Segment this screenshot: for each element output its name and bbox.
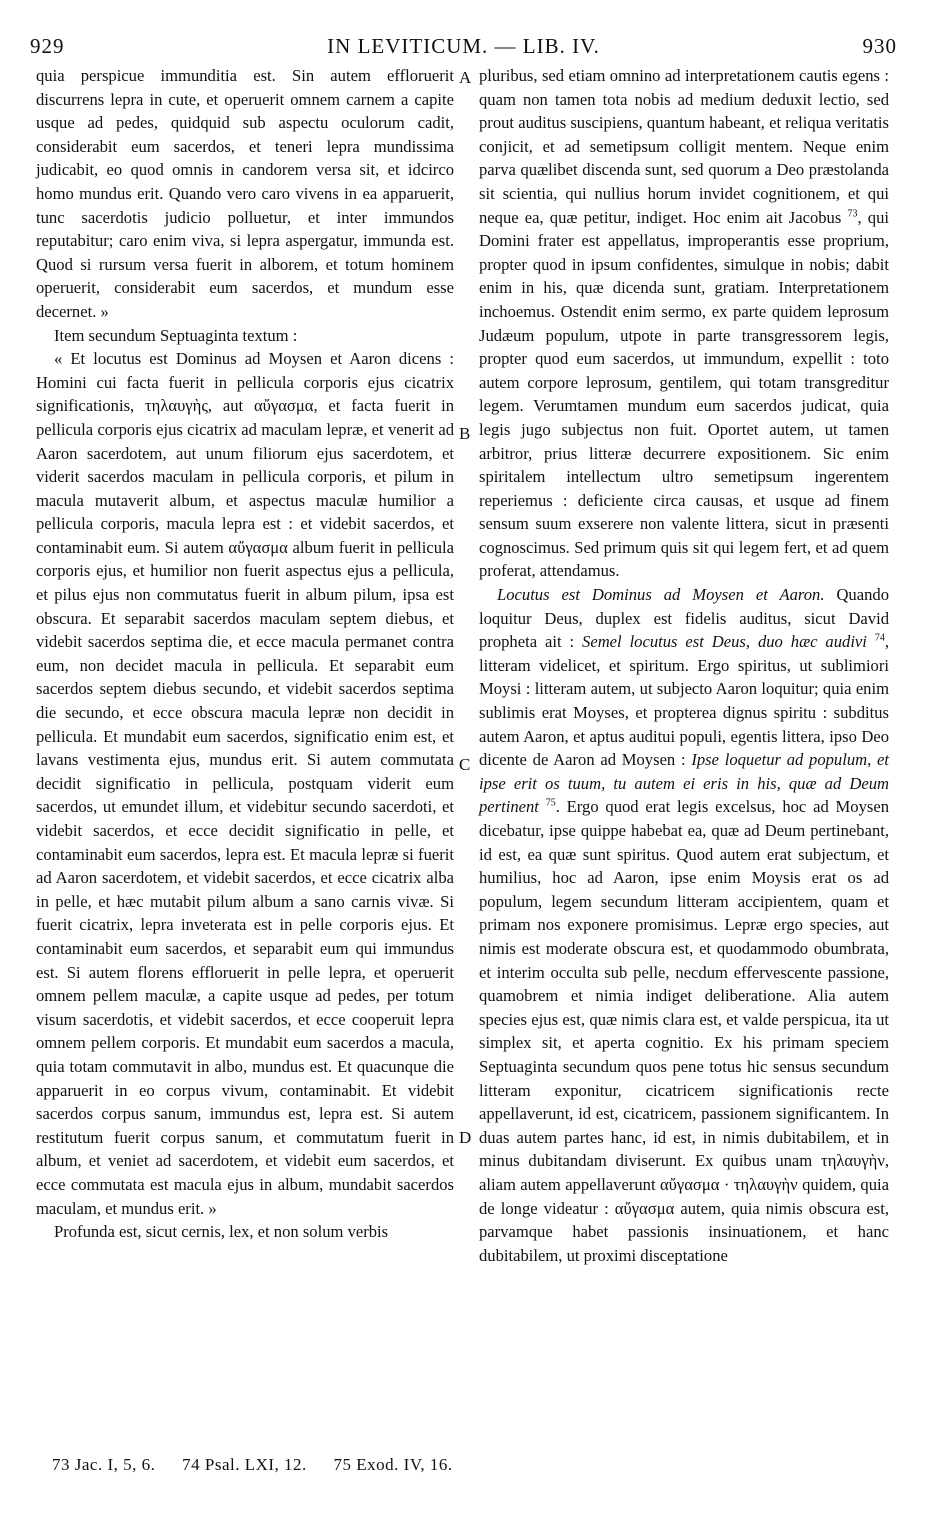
left-paragraph-1: quia perspicue immunditia est. Sin autem effloruerit discurrens lepra in cute, et operuerit omnem carnem a capite usque ad pedes, quidquid sub aspectu oculorum cadit, considerabit eum sacerdos, et teneri lepra mundissima judicabit, eo quod omnis in candorem versa sit, et idcirco homo mundus erit. Quando vero caro vivens in ea apparuerit, tunc sacerdotis judicio polluetur, et inter immundos reputabitur; caro enim viva, si lepra aspergatur, immunda est. Quod si rursum versa fuerit in alborem, et totum hominem operuerit, considerabit eum sacerdos, et mundum esse decernet. »: [36, 66, 454, 321]
scripture-quote: Locutus est Dominus ad Moysen et Aaron.: [497, 585, 825, 605]
right-paragraph-1: pluribus, sed etiam omnino ad interpretationem cautis egens : quam non tamen tota nobis ad medium deduxit lectio, sed prout auditus suscipiens, quantum habeant, et reliqua veritatis conjicit, et ad semetipsum colligit mentem. Neque enim parva quælibet discenda sunt, sed quorum a Deo præstolanda sit scientia, qui nullius horum invidet cognitionem, et qui neque ea, quæ petitur, indiget. Hoc enim ait Jacobus $^{73}$, qui Domini frater est appellatus, improperantis esse proprium, propter quod in ipsum confidentes, simulque in nobis; dabit enim in his, quæ dicenda sunt, gratiam. Interpretationem inchoemus. Ostendit enim sermo, ex parte quidem leprosum Judæum populum, utpote in parte transgressorem legis, propter quod eum sacerdos, ut immundum, expellit : toto autem corpore leprosum, gentilem, qui totam transgreditur legem. Verumtamen mundum eum sacerdos judicat, quia legis jugo subjectus non fuit. Oportet autem, ut tamen arbitror, prius litteræ decurrere expositionem. Sic enim spiritalem intellectum ultro semetipsum ingerentem reperiemus : deficiente circa causas, et usque ad finem sensum suum exserere non valente littera, sicut in præsenti cognoscimus. Sed primum quis sit qui legem fert, et ad quem proferat, attendamus.: [479, 66, 889, 581]
right-column: [479, 64, 889, 1267]
footnote-ref-74: 74: [874, 632, 885, 644]
margin-letter-d: D: [459, 1128, 472, 1147]
left-paragraph-4: Profunda est, sicut cernis, lex, et non solum verbis: [54, 1222, 389, 1242]
psalm-quote: Semel locutus est Deus, duo hæc audivi: [582, 632, 867, 652]
footnote-73: 73 Jac. I, 5, 6.: [52, 1455, 156, 1474]
page-number-left: 929: [30, 34, 65, 58]
left-column: [36, 64, 454, 1244]
footnote-75: 75 Exod. IV, 16.: [333, 1455, 453, 1474]
page-number-right: 930: [862, 34, 897, 58]
left-paragraph-2: Item secundum Septuaginta textum :: [54, 325, 298, 345]
running-header: [30, 34, 897, 60]
footnote-74: 74 Psal. LXI, 12.: [182, 1455, 307, 1474]
running-title: IN LEVITICUM. — LIB. IV.: [327, 34, 600, 58]
margin-letter-a: A: [459, 68, 472, 87]
exodus-quote: Ipse loquetur ad populum, et ipse erit os tuum, tu autem ei eris in his, quæ ad Deum pertinent: [479, 750, 889, 817]
footnotes: [52, 1455, 475, 1475]
margin-letter-b: B: [459, 424, 471, 443]
right-paragraph-2: Locutus est Dominus ad Moysen et Aaron. Quando loquitur Deus, duplex est fidelis auditus, sicut David propheta ait : Semel locutus est Deus, duo hæc audivi $^{74}$, litteram videlicet, et spiritum. Ergo spiritus, ut sublimiori Moysi : litteram autem, ut subjecto Aaron loquitur; quia enim sublimis erat Moyses, et propterea dignus spiritu : subditus autem Aaron, et aptus auditui populi, egentis littera, ipso Deo dicente de Aaron ad Moysen : Ipse loquetur ad populum, et ipse erit os tuum, tu autem ei eris in his, quæ ad Deum pertinent $^{75}$. Ergo quod erat legis excelsus, hoc ad Moysen dicebatur, ipse quippe habebat ea, quæ ad Deum pertinebant, id est, ea quæ sunt spiritus. Quod autem erat subjectum, et humilius, hoc ad Aaron, ipse enim Moysis erat os ad populum, legem secundum litteram accipientem, quam et primam nos exponere promisimus. Lepræ ergo species, aut nimis est moderate obscura est, et quodammodo obumbrata, et interim occulta sub pelle, necdum effervescente passione, quamobrem et nimia indiget deliberatione. Alia autem species ejus est, quæ nimis clara est, et valde perspicua, ita ut simplex sit, et aperta cognitio. Ex his primam speciem Septuaginta secundum quos pene totus hic sensus secundum litteram exponitur, cicatricem significationis recte appellaverunt, id est, cicatricem, passionem significantem. In duas autem partes hanc, id est, in nimis dubitabilem, et in minus dubitandam diviserunt. Ex quibus unam τηλαυγὴν, aliam autem appellaverunt αὔγασμα · τηλαυγὴν quidem, quia de longe videatur : αὔγασμα autem, quia nimis obscura est, parvamque habet passionis insinuationem, et hanc dubitabilem, ut proximi disceptatione: [479, 585, 890, 1265]
margin-letter-c: C: [459, 755, 471, 774]
left-paragraph-3: « Et locutus est Dominus ad Moysen et Aaron dicens : Homini cui facta fuerit in pellicula corporis ejus cicatrix significationis, τηλαυγὴς, aut αὔγασμα, et facta fuerit in pellicula corporis ejus cicatrix ad maculam lepræ, et venerit ad Aaron sacerdotem, aut unum filiorum ejus sacerdotem, et viderit sacerdos maculam in pellicula corporis, et pilum in macula mutaverit album, et aspectus maculæ humilior a pellicula corporis, macula lepra est : et videbit sacerdos, et contaminabit eum. Si autem αὔγασμα album fuerit in pellicula corporis ejus, et humilior non fuerit aspectus ejus a pellicula, et pilus ejus non commutatus fuerit in album pilum, ipsa est obscura. Et separabit sacerdos maculam septem diebus, et videbit sacerdos septima die, et ecce macula permanet contra eum, non decidet macula in pellicula. Et separabit eum sacerdos septem diebus secundo, et videbit sacerdos septima die secundo, et ecce obscura macula lepræ non decidit in pellicula. Et mundabit eum sacerdos, significatio enim est, et lavans vestimenta ejus, mundus erit. Si autem commutata decidit significatio in pellicula, postquam viderit eum sacerdos, ut emundet illum, et videbitur secundo sacerdoti, et videbit sacerdos, et ecce decidit significatio in pelle, et contaminabit eum sacerdos, lepra est. Et macula lepræ si fuerit ad Aaron sacerdotem, et videbit sacerdos, et ecce cicatrix alba in pelle, et hæc mutabit pilum album a sano carnis vivæ. Si fuerit cicatrix, lepra inveterata est in pelle corporis ejus. Et contaminabit eum sacerdos, et separabit eum qui immundus est. Si autem florens effloruerit in pelle lepra, et operuerit omnem pellem maculæ, a capite usque ad pedes, per totum visum sacerdotis, et videbit sacerdos, et ecce cooperuit lepra omnem pellem corporis. Et mundabit eum sacerdos a macula, quia totam commutavit in albo, mundus est. Et quacunque die apparuerit in eo corpus vivum, contaminabit. Et videbit sacerdos corpus sanum, immundus est, lepra est. Si autem restitutum fuerit corpus sanum, et commutatum fuerit in album, et veniet ad sacerdotem, et videbit eum sacerdos, et ecce commutata est macula ejus in album, mundabit sacerdos maculam, et mundus erit. »: [36, 349, 454, 1218]
footnote-ref-73: 73: [847, 208, 858, 220]
footnote-ref-75: 75: [545, 797, 556, 809]
